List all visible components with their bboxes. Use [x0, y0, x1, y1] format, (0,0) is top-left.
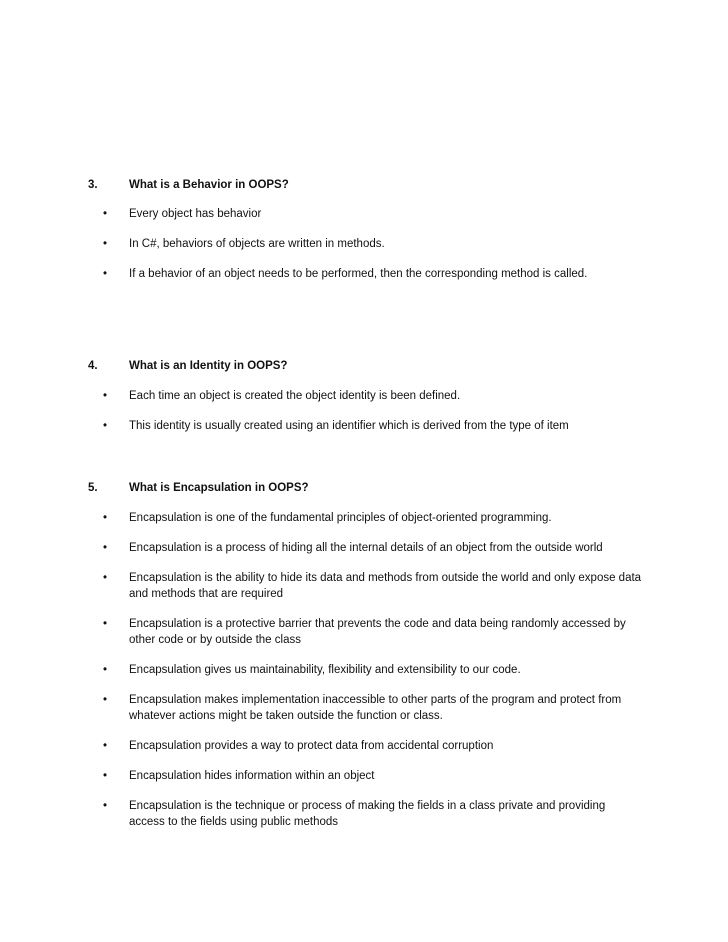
list-item-text: Encapsulation is one of the fundamental principles of object-oriented programming. [129, 512, 552, 524]
list-item [0, 388, 728, 404]
bullet-icon: • [103, 238, 108, 250]
bullet-icon: • [103, 268, 108, 280]
bullet-icon: • [103, 664, 108, 676]
list-item-text: Encapsulation is a protective barrier that prevents the code and data being randomly accessed by other code or by outside the class [129, 618, 626, 646]
list-item-text: Each time an object is created the object identity is been defined. [129, 390, 461, 402]
list-item [0, 692, 728, 724]
list-item-text: Encapsulation hides information within an object [129, 770, 375, 782]
question-title: What is a Behavior in OOPS? [129, 179, 289, 191]
question-section-5 [0, 479, 728, 830]
bullet-icon: • [103, 512, 108, 524]
bullet-icon: • [103, 694, 108, 706]
bullet-icon: • [103, 618, 108, 630]
bullet-icon: • [103, 572, 108, 584]
bullet-icon: • [103, 420, 108, 432]
bullet-icon: • [103, 740, 108, 752]
question-heading [0, 479, 728, 497]
list-item [0, 570, 728, 602]
list-item [0, 540, 728, 556]
list-item-text: Encapsulation is the technique or process of making the fields in a class private and providing access to the fields using public methods [129, 800, 606, 828]
list-item-text: Encapsulation makes implementation inaccessible to other parts of the program and protect from whatever actions might be taken outside the function or class. [129, 694, 622, 722]
list-item [0, 738, 728, 754]
list-item [0, 418, 728, 434]
list-item [0, 510, 728, 526]
question-section-4 [0, 357, 728, 434]
list-item [0, 768, 728, 784]
list-item-text: Encapsulation gives us maintainability, flexibility and extensibility to our code. [129, 664, 521, 676]
question-number: 3. [88, 179, 98, 191]
list-item [0, 236, 728, 252]
question-number: 4. [88, 360, 98, 372]
bullet-icon: • [103, 542, 108, 554]
question-title: What is an Identity in OOPS? [129, 360, 288, 372]
list-item-text: If a behavior of an object needs to be performed, then the corresponding method is called. [129, 268, 588, 280]
list-item [0, 266, 728, 282]
question-section-3 [0, 176, 728, 282]
list-item-text: Every object has behavior [129, 208, 262, 220]
list-item [0, 206, 728, 222]
list-item-text: Encapsulation is the ability to hide its data and methods from outside the world and only expose data and methods that are required [129, 572, 642, 600]
question-number: 5. [88, 482, 98, 494]
bullet-list [0, 206, 728, 282]
question-title: What is Encapsulation in OOPS? [129, 482, 309, 494]
list-item-text: This identity is usually created using an identifier which is derived from the type of item [129, 420, 569, 432]
bullet-icon: • [103, 208, 108, 220]
bullet-list [0, 388, 728, 434]
list-item-text: In C#, behaviors of objects are written in methods. [129, 238, 385, 250]
list-item-text: Encapsulation is a process of hiding all the internal details of an object from the outside world [129, 542, 603, 554]
bullet-icon: • [103, 770, 108, 782]
list-item [0, 662, 728, 678]
list-item [0, 616, 728, 648]
question-heading [0, 357, 728, 375]
bullet-list [0, 510, 728, 830]
list-item-text: Encapsulation provides a way to protect data from accidental corruption [129, 740, 494, 752]
bullet-icon: • [103, 390, 108, 402]
list-item [0, 798, 728, 830]
bullet-icon: • [103, 800, 108, 812]
question-heading [0, 176, 728, 194]
